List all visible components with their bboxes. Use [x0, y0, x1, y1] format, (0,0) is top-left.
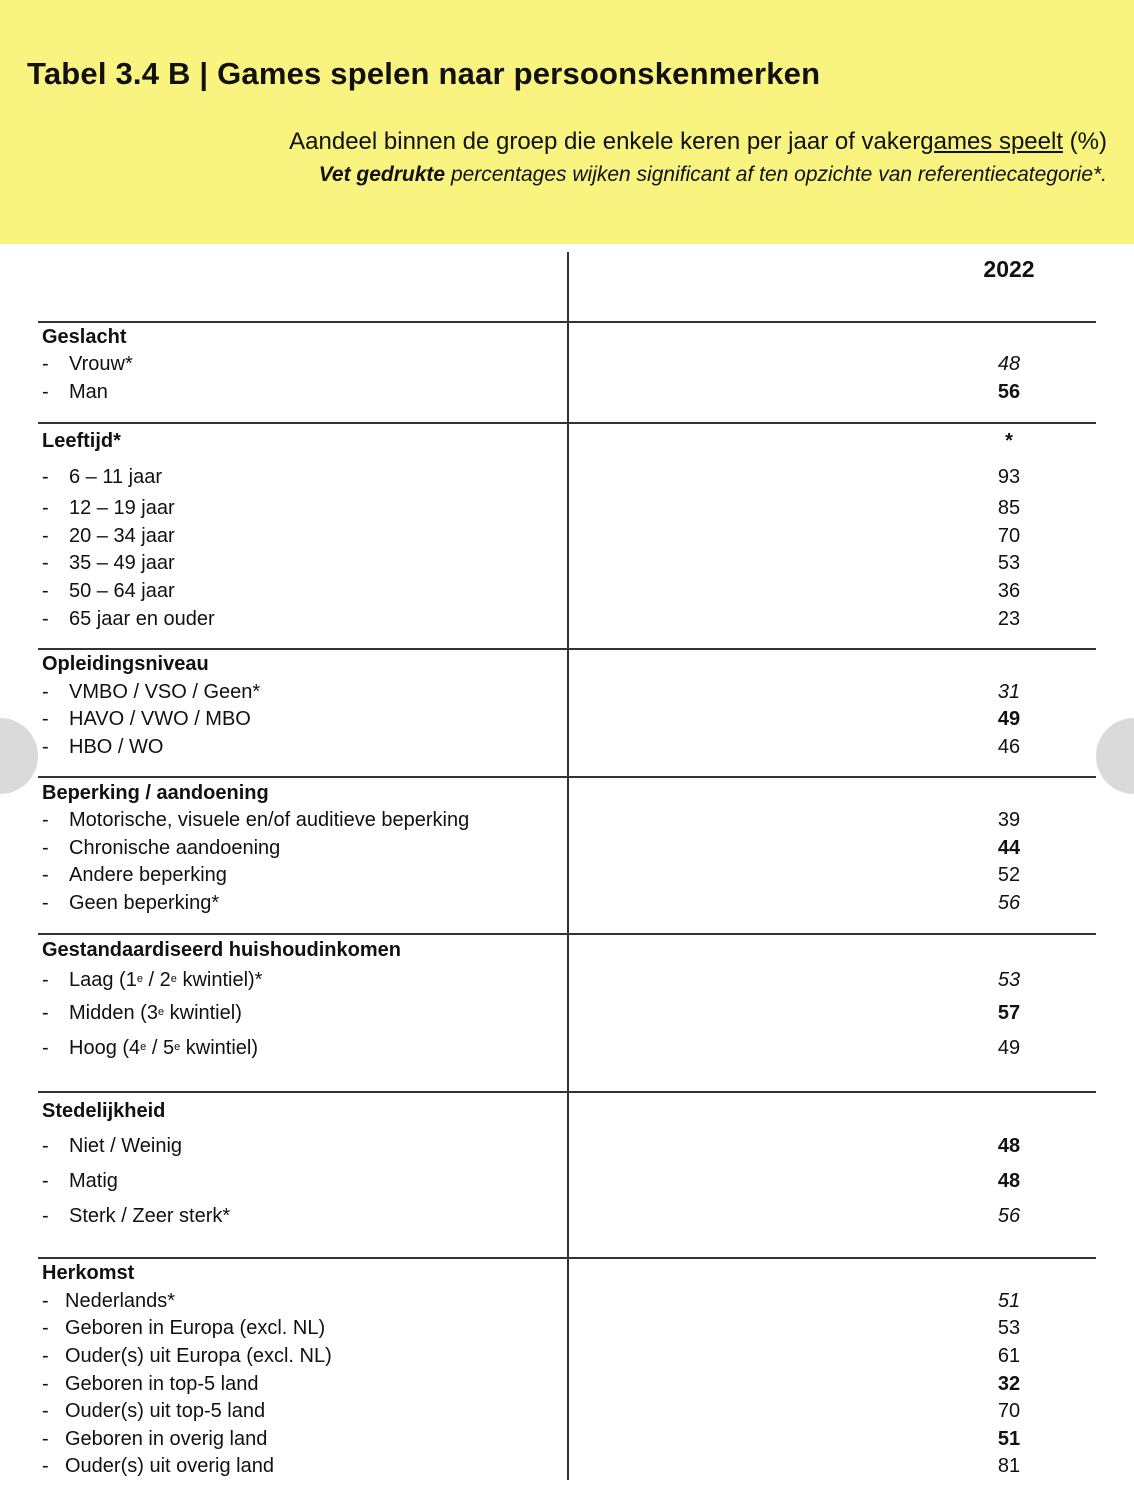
row-value: 70: [997, 525, 1021, 547]
row-label: - Hoog (4e / 5e kwintiel): [42, 1037, 258, 1059]
row-value: 53: [997, 1317, 1021, 1339]
section-label-geslacht: Geslacht: [42, 326, 127, 348]
row-label: - 6 – 11 jaar: [42, 466, 163, 488]
row-label: - Laag (1e / 2e kwintiel)*: [42, 969, 263, 991]
row-label: - Ouder(s) uit Europa (excl. NL): [42, 1345, 332, 1367]
subtitle-link[interactable]: games speelt: [920, 128, 1063, 155]
row-label: - Geboren in overig land: [42, 1428, 268, 1450]
row-value: 31: [997, 681, 1021, 703]
subtitle: [289, 128, 1107, 156]
row-value: 93: [997, 466, 1021, 488]
row-label: - Geboren in top-5 land: [42, 1373, 259, 1395]
significance-marker: *: [1005, 430, 1013, 452]
section-label-herkomst: Herkomst: [42, 1262, 135, 1284]
section-label-opleiding: Opleidingsniveau: [42, 653, 209, 675]
row-label: - Niet / Weinig: [42, 1135, 183, 1157]
subtitle-text: Aandeel binnen de groep die enkele keren per jaar of vaker: [289, 128, 921, 155]
row-label: - Ouder(s) uit top-5 land: [42, 1400, 266, 1422]
section-label-leeftijd: Leeftijd*: [42, 430, 121, 452]
row-label: - 50 – 64 jaar: [42, 580, 175, 602]
row-value: 56: [997, 1205, 1021, 1227]
divider: [38, 1091, 1096, 1093]
row-value: 23: [997, 608, 1021, 630]
row-value: 70: [997, 1400, 1021, 1422]
row-label: - 20 – 34 jaar: [42, 525, 175, 547]
section-label-stedelijkheid: Stedelijkheid: [42, 1100, 166, 1122]
divider: [38, 933, 1096, 935]
column-divider: [567, 252, 569, 1480]
row-value: 56: [997, 892, 1021, 914]
row-label: - 65 jaar en ouder: [42, 608, 215, 630]
row-label: - Geboren in Europa (excl. NL): [42, 1317, 326, 1339]
row-value: 53: [997, 969, 1021, 991]
row-value: 36: [997, 580, 1021, 602]
row-value: 85: [997, 497, 1021, 519]
note-text: percentages wijken significant af ten opzichte van referentiecategorie*.: [445, 163, 1107, 186]
row-label: - Sterk / Zeer sterk*: [42, 1205, 231, 1227]
page-title: Tabel 3.4 B | Games spelen naar persoonskenmerken: [27, 56, 821, 91]
page-tab-left[interactable]: [0, 718, 38, 794]
row-label: - HAVO / VWO / MBO: [42, 708, 251, 730]
row-label: - Midden (3e kwintiel): [42, 1002, 242, 1024]
row-label: - Vrouw*: [42, 353, 133, 375]
significance-note: [319, 163, 1107, 187]
divider: [38, 776, 1096, 778]
row-label: - Motorische, visuele en/of auditieve beperking: [42, 809, 470, 831]
row-value: 61: [997, 1345, 1021, 1367]
row-value: 39: [997, 809, 1021, 831]
row-value: 49: [997, 708, 1021, 730]
row-label: - HBO / WO: [42, 736, 164, 758]
row-label: - Andere beperking: [42, 864, 227, 886]
divider: [38, 321, 1096, 323]
year-header: 2022: [983, 256, 1035, 282]
row-value: 53: [997, 552, 1021, 574]
row-value: 57: [997, 1002, 1021, 1024]
row-value: 48: [997, 353, 1021, 375]
row-label: - Ouder(s) uit overig land: [42, 1455, 274, 1477]
row-label: - 35 – 49 jaar: [42, 552, 175, 574]
section-label-beperking: Beperking / aandoening: [42, 782, 269, 804]
row-label: - Matig: [42, 1170, 118, 1192]
header-band: [0, 0, 1134, 244]
row-label: - VMBO / VSO / Geen*: [42, 681, 261, 703]
divider: [38, 422, 1096, 424]
row-value: 56: [997, 381, 1021, 403]
row-value: 51: [997, 1428, 1021, 1450]
row-label: - Geen beperking*: [42, 892, 220, 914]
row-value: 52: [997, 864, 1021, 886]
row-value: 32: [997, 1373, 1021, 1395]
row-label: - 12 – 19 jaar: [42, 497, 175, 519]
subtitle-unit: (%): [1063, 128, 1107, 155]
row-value: 44: [997, 837, 1021, 859]
row-label: - Man: [42, 381, 108, 403]
row-value: 48: [997, 1135, 1021, 1157]
section-label-inkomen: Gestandaardiseerd huishoudinkomen: [42, 939, 401, 961]
row-value: 51: [997, 1290, 1021, 1312]
row-value: 49: [997, 1037, 1021, 1059]
row-value: 81: [997, 1455, 1021, 1477]
note-bold: Vet gedrukte: [318, 163, 446, 186]
row-label: - Nederlands*: [42, 1290, 176, 1312]
row-label: - Chronische aandoening: [42, 837, 281, 859]
divider: [38, 1257, 1096, 1259]
row-value: 46: [997, 736, 1021, 758]
row-value: 48: [997, 1170, 1021, 1192]
divider: [38, 648, 1096, 650]
page-tab-right[interactable]: [1096, 718, 1134, 794]
